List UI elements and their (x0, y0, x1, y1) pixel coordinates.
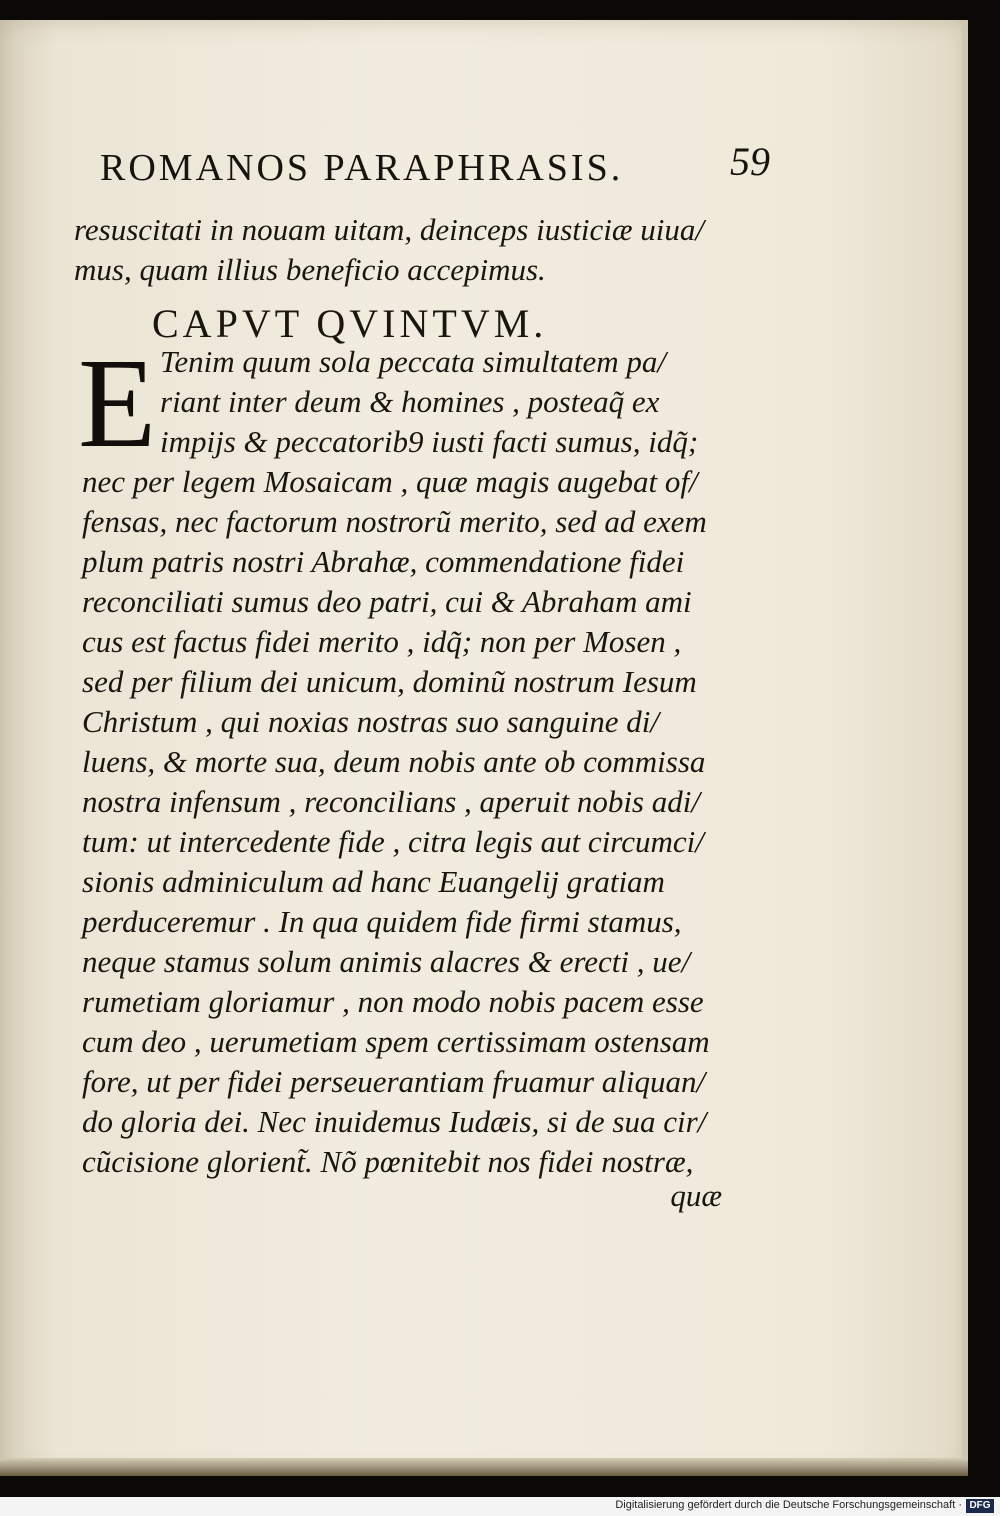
text-line: tum: ut intercedente fide , citra legis aut circumci/ (82, 824, 704, 859)
text-line: cus est factus fidei merito , idq̃; non per Mosen , (82, 624, 682, 659)
text-line: nostra infensum , reconcilians , aperuit nobis adi/ (82, 784, 700, 819)
text-line: nec per legem Mosaicam , quæ magis augebat of/ (82, 464, 698, 499)
chapter-title: CAPVT QVINTVM. (152, 301, 548, 346)
text-line: riant inter deum & homines , posteaq̃ ex (160, 384, 660, 419)
text-line: impijs & peccatorib9 iusti facti sumus, idq̃; (160, 424, 699, 459)
text-line: cũcisione glorient̃. Nõ pœnitebit nos fidei nostræ, (82, 1144, 694, 1179)
text-line: do gloria dei. Nec inuidemus Iudæis, si de sua cir/ (82, 1104, 707, 1139)
text-line: plum patris nostri Abrahæ, commendatione fidei (82, 544, 685, 579)
running-head: ROMANOS PARAPHRASIS. (100, 147, 624, 189)
text-line: rumetiam gloriamur , non modo nobis pacem esse (82, 984, 704, 1019)
text-line: fore, ut per fidei perseuerantiam fruamur aliquan/ (82, 1064, 706, 1099)
funding-credit: Digitalisierung gefördert durch die Deutsche Forschungsgemeinschaft · (615, 1499, 962, 1511)
text-line: resuscitati in nouam uitam, deinceps iusticiæ uiua/ (74, 212, 705, 247)
text-line: sionis adminiculum ad hanc Euangelij gratiam (82, 864, 665, 899)
book-page (0, 20, 968, 1476)
text-line: Christum , qui noxias nostras suo sanguine di/ (82, 704, 659, 739)
text-line: perduceremur . In qua quidem fide firmi stamus, (82, 904, 682, 939)
page-header (100, 138, 780, 198)
catchword: quæ (670, 1178, 722, 1213)
dfg-logo-icon: DFG (966, 1499, 994, 1513)
text-line: cum deo , uerumetiam spem certissimam ostensam (82, 1024, 710, 1059)
text-line: luens, & morte sua, deum nobis ante ob commissa (82, 744, 706, 779)
page-bottom-shadow (0, 1458, 968, 1476)
text-line: reconciliati sumus deo patri, cui & Abraham ami (82, 584, 692, 619)
drop-cap-initial: E (78, 332, 157, 474)
text-line: fensas, nec factorum nostrorũ merito, sed ad exem (82, 504, 707, 539)
text-line: mus, quam illius beneficio accepimus. (74, 252, 546, 287)
text-line: Tenim quum sola peccata simultatem pa/ (160, 344, 667, 379)
footer-bar (0, 1497, 1000, 1516)
page-edge (962, 20, 968, 1476)
text-line: neque stamus solum animis alacres & erecti , ue/ (82, 944, 691, 979)
text-line: sed per filium dei unicum, dominũ nostrum Iesum (82, 664, 697, 699)
page-number: 59 (730, 139, 770, 184)
